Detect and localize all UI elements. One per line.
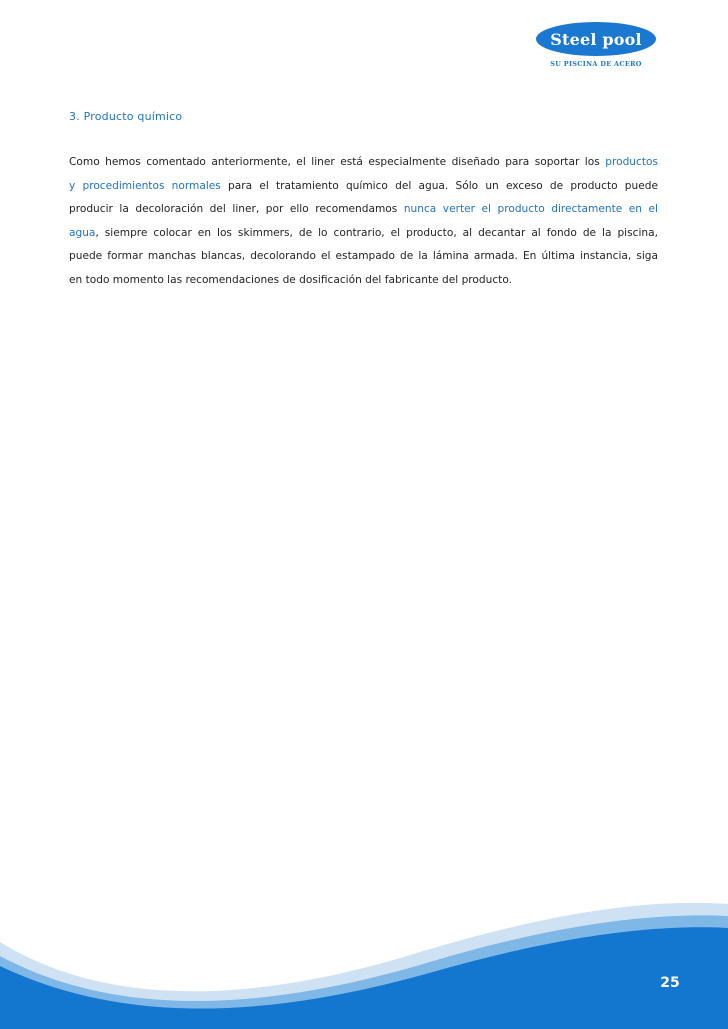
paragraph-line-4 (69, 222, 658, 246)
highlight-procedimientos: y procedimientos normales (69, 179, 221, 192)
text-run: , siempre colocar en los skimmers, de lo contrario, el producto, al decantar al fondo de la piscina, (95, 226, 658, 239)
page-number: 25 (660, 975, 680, 991)
logo-oval (536, 22, 656, 56)
paragraph-line-5: puede formar manchas blancas, decolorando el estampado de la lámina armada. En última instancia, siga (69, 250, 658, 262)
text-run: producir la decoloración del liner, por ello recomendamos (69, 203, 398, 215)
brand-logo (532, 18, 660, 74)
body-paragraph (69, 151, 658, 292)
highlight-nunca-verter: nunca verter el producto directamente en el (403, 203, 658, 215)
highlight-productos: productos (605, 156, 658, 168)
paragraph-line-1 (69, 151, 658, 175)
paragraph-line-6: en todo momento las recomendaciones de dosificación del fabricante del producto. (69, 273, 512, 286)
footer-wave (0, 890, 728, 1029)
section-title: 3. Producto químico (69, 110, 183, 123)
text-run: Como hemos comentado anteriormente, el liner está especialmente diseñado para soportar los (69, 156, 600, 168)
text-run: para el tratamiento químico del agua. Sólo un exceso de producto puede (228, 179, 658, 192)
highlight-agua: agua (69, 226, 96, 239)
paragraph-line-3 (69, 198, 658, 222)
paragraph-line-2 (69, 175, 658, 199)
logo-name: Steel pool (550, 29, 642, 49)
logo-tagline: SU PISCINA DE ACERO (550, 60, 642, 68)
